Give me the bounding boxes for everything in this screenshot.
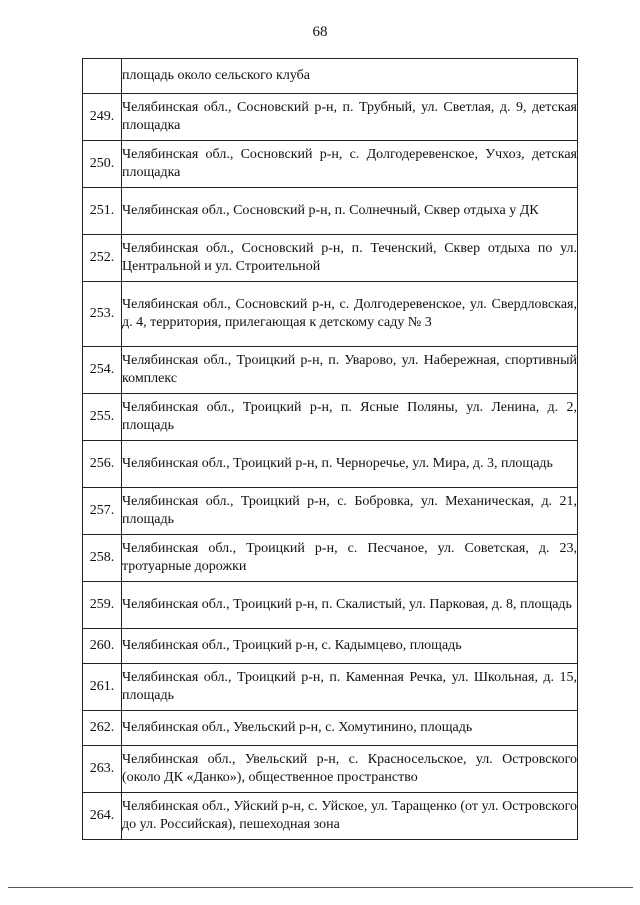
- location-address: [122, 59, 578, 94]
- location-address-text: Челябинская обл., Троицкий р-н, п. Ясные Поляны, ул. Ленина, д. 2, площадь: [122, 400, 577, 433]
- table-row: [83, 141, 578, 188]
- location-address: [122, 347, 578, 394]
- location-address: [122, 711, 578, 746]
- location-address-text: Челябинская обл., Увельский р-н, с. Хомутинино, площадь: [122, 720, 473, 735]
- location-address-text: Челябинская обл., Сосновский р-н, п. Солнечный, Сквер отдыха у ДК: [122, 203, 539, 218]
- row-number: 256.: [83, 441, 122, 488]
- page-bottom-rule: [8, 887, 633, 888]
- page-number: 68: [312, 24, 328, 40]
- location-address-text: Челябинская обл., Сосновский р-н, п. Теченский, Сквер отдыха по ул. Центральной и ул. Строительной: [122, 241, 577, 274]
- row-number: 257.: [83, 488, 122, 535]
- location-address: [122, 394, 578, 441]
- table-row: [83, 664, 578, 711]
- location-address: [122, 94, 578, 141]
- row-number: 254.: [83, 347, 122, 394]
- table-row: [83, 59, 578, 94]
- table-row: [83, 347, 578, 394]
- location-address-text: Челябинская обл., Троицкий р-н, п. Черноречье, ул. Мира, д. 3, площадь: [122, 456, 553, 471]
- location-address: [122, 664, 578, 711]
- location-address-text: Челябинская обл., Сосновский р-н, с. Долгодеревенское, Учхоз, детская площадка: [122, 147, 577, 180]
- location-address: [122, 582, 578, 629]
- table-row: [83, 188, 578, 235]
- location-address: [122, 141, 578, 188]
- location-address-text: Челябинская обл., Троицкий р-н, с. Песчаное, ул. Советская, д. 23, тротуарные дорожки: [122, 541, 577, 574]
- location-address-text: Челябинская обл., Троицкий р-н, п. Каменная Речка, ул. Школьная, д. 15, площадь: [122, 670, 577, 703]
- location-address-text: площадь около сельского клуба: [122, 68, 310, 83]
- table-row: [83, 235, 578, 282]
- row-number: 251.: [83, 188, 122, 235]
- row-number: 264.: [83, 793, 122, 840]
- location-address: [122, 282, 578, 347]
- row-number: 261.: [83, 664, 122, 711]
- row-number: 249.: [83, 94, 122, 141]
- row-number: 250.: [83, 141, 122, 188]
- location-address-text: Челябинская обл., Сосновский р-н, с. Долгодеревенское, ул. Свердловская, д. 4, территория, прилегающая к детскому саду № 3: [122, 297, 577, 330]
- location-address-text: Челябинская обл., Троицкий р-н, п. Уварово, ул. Набережная, спортивный комплекс: [122, 353, 577, 386]
- row-number: 252.: [83, 235, 122, 282]
- location-address-text: Челябинская обл., Троицкий р-н, с. Бобровка, ул. Механическая, д. 21, площадь: [122, 494, 577, 527]
- table-row: [83, 441, 578, 488]
- location-address: [122, 746, 578, 793]
- location-address-text: Челябинская обл., Троицкий р-н, п. Скалистый, ул. Парковая, д. 8, площадь: [122, 597, 572, 612]
- row-number: [83, 59, 122, 94]
- table-row: [83, 94, 578, 141]
- table-row: [83, 582, 578, 629]
- table-row: [83, 711, 578, 746]
- location-address-text: Челябинская обл., Сосновский р-н, п. Трубный, ул. Светлая, д. 9, детская площадка: [122, 100, 577, 133]
- location-address-text: Челябинская обл., Уйский р-н, с. Уйское, ул. Таращенко (от ул. Островского до ул. Российская), пешеходная зона: [122, 799, 577, 832]
- location-address: [122, 488, 578, 535]
- table-row: [83, 394, 578, 441]
- location-address: [122, 535, 578, 582]
- location-address: [122, 441, 578, 488]
- table-row: [83, 488, 578, 535]
- table-row: [83, 535, 578, 582]
- location-address: [122, 629, 578, 664]
- location-address-text: Челябинская обл., Увельский р-н, с. Красносельское, ул. Островского (около ДК «Данко»), общественное пространство: [122, 752, 577, 785]
- row-number: 260.: [83, 629, 122, 664]
- table-row: [83, 629, 578, 664]
- row-number: 255.: [83, 394, 122, 441]
- locations-table: [82, 58, 578, 840]
- row-number: 262.: [83, 711, 122, 746]
- location-address: [122, 235, 578, 282]
- table-row: [83, 793, 578, 840]
- location-address: [122, 793, 578, 840]
- table-row: [83, 282, 578, 347]
- row-number: 253.: [83, 282, 122, 347]
- location-address: [122, 188, 578, 235]
- row-number: 259.: [83, 582, 122, 629]
- table-row: [83, 746, 578, 793]
- row-number: 263.: [83, 746, 122, 793]
- location-address-text: Челябинская обл., Троицкий р-н, с. Кадымцево, площадь: [122, 638, 462, 653]
- row-number: 258.: [83, 535, 122, 582]
